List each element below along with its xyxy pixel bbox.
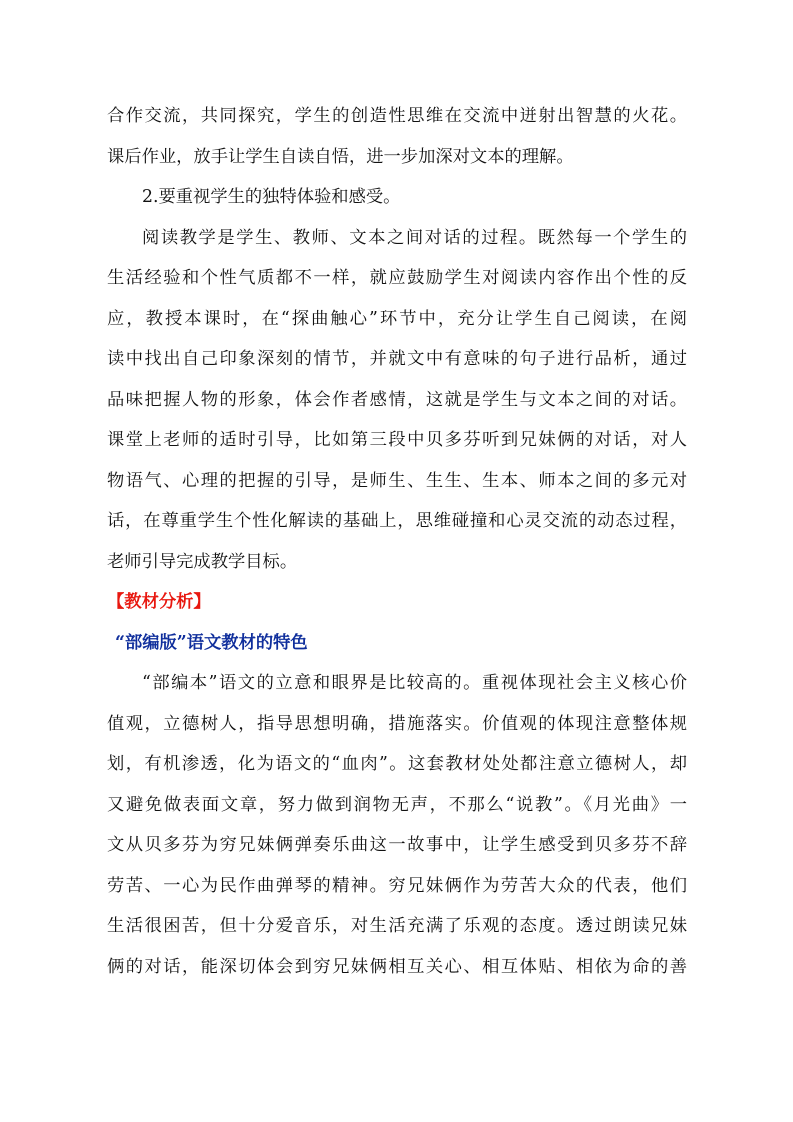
paragraph-line: 课后作业，放手让学生自读自悟，进一步加深对文本的理解。 [107, 146, 574, 167]
paragraph-line: 应，教授本课时，在“探曲触心”环节中，充分让学生自己阅读，在阅 [107, 308, 687, 329]
paragraph-line: 生活很困苦，但十分爱音乐，对生活充满了乐观的态度。透过朗读兄妹 [107, 916, 687, 936]
paragraph-line: 阅读教学是学生、教师、文本之间对话的过程。既然每一个学生的 [142, 227, 687, 248]
paragraph-line: 生活经验和个性气质都不一样，就应鼓励学生对阅读内容作出个性的反 [107, 268, 687, 288]
paragraph-line: 劳苦、一心为民作曲弹琴的精神。穷兄妹俩作为劳苦大众的代表，他们 [107, 875, 687, 896]
paragraph-line: 话，在尊重学生个性化解读的基础上，思维碰撞和心灵交流的动态过程， [107, 511, 687, 531]
document-body [107, 100, 687, 991]
list-item-heading: 2.要重视学生的独特体验和感受。 [142, 187, 401, 207]
paragraph-line: 品味把握人物的形象，体会作者感情，这就是学生与文本之间的对话。 [107, 389, 687, 410]
paragraph-line: “部编本”语文的立意和眼界是比较高的。重视体现社会主义核心价 [142, 673, 687, 693]
section-heading: 【教材分析】 [107, 592, 211, 612]
paragraph-line: 又避免做表面文章，努力做到润物无声，不那么“说教”。《月光曲》一 [107, 794, 687, 815]
paragraph-line: 俩的对话，能深切体会到穷兄妹俩相互关心、相互体贴、相依为命的善 [107, 956, 687, 977]
paragraph-line: 划，有机渗透，化为语文的“血肉”。这套教材处处都注意立德树人，却 [107, 754, 687, 774]
paragraph-line: 读中找出自己印象深刻的情节，并就文中有意味的句子进行品析，通过 [107, 349, 687, 369]
paragraph-line: 文从贝多芬为穷兄妹俩弹奏乐曲这一故事中，让学生感受到贝多芬不辞 [107, 835, 687, 855]
paragraph-line: 老师引导完成教学目标。 [107, 551, 298, 572]
paragraph-line: 课堂上老师的适时引导，比如第三段中贝多芬听到兄妹俩的对话，对人 [107, 430, 687, 450]
sub-heading: “部编版”语文教材的特色 [115, 632, 308, 653]
paragraph-line: 物语气、心理的把握的引导，是师生、生生、生本、师本之间的多元对 [107, 470, 687, 491]
paragraph-line: 值观，立德树人，指导思想明确，措施落实。价值观的体现注意整体规 [107, 713, 687, 734]
paragraph-line: 合作交流，共同探究，学生的创造性思维在交流中迸射出智慧的火花。 [107, 106, 687, 126]
